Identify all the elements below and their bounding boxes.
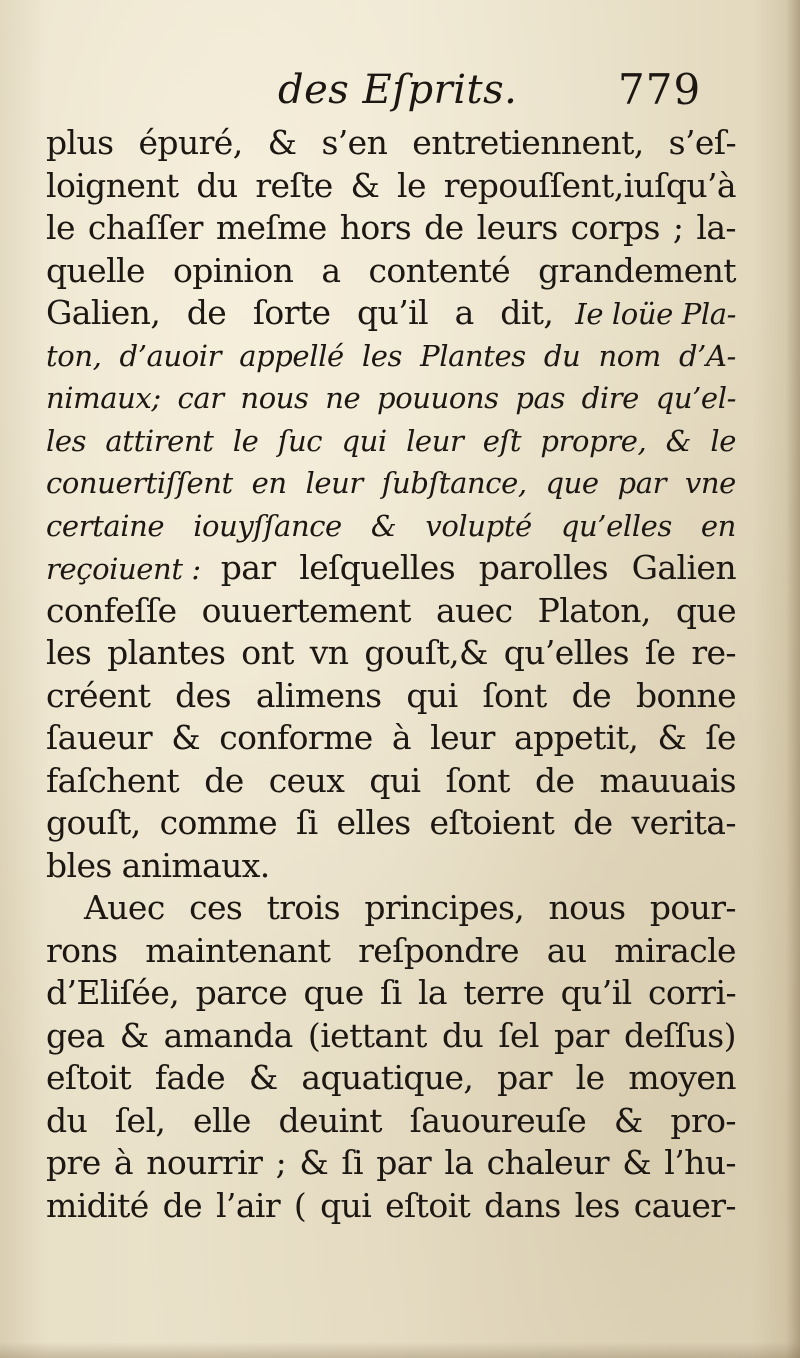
text-line: créent des alimens qui ſont de bonne <box>46 675 736 715</box>
text-line-roman-segment: Galien, de ſorte qu’il a dit, <box>46 293 554 332</box>
text-line-italic: certaine iouyſſance & volupté qu’elles en <box>46 508 736 543</box>
text-line: gouſt, comme ſi elles eſtoient de verita- <box>46 803 736 842</box>
text-line-roman-segment: par leſquelles parolles Galien <box>220 548 736 587</box>
text-line: du ſel, elle deuint ſauoureuſe & pro- <box>46 1100 736 1140</box>
text-line: pre à nourrir ; & ſi par la chaleur & l’hu- <box>46 1143 736 1182</box>
text-line-italic-segment: reçoiuent : <box>46 552 201 586</box>
text-line: midité de l’air ( qui eſtoit dans les cauer- <box>46 1185 736 1225</box>
text-line: bles animaux. <box>46 845 270 885</box>
text-line-mixed <box>46 547 736 590</box>
text-line: loignent du reſte & le repouſſent,iuſqu’à <box>46 165 736 205</box>
text-line-italic: les attirent le ſuc qui leur eſt propre, & le <box>46 423 736 458</box>
text-line: quelle opinion a contenté grandement <box>46 250 736 290</box>
running-head <box>0 62 800 118</box>
body-text <box>46 122 736 1227</box>
text-line: le chaſſer meſme hors de leurs corps ; la- <box>46 208 736 247</box>
text-line-italic: conuertiſſent en leur ſubſtance, que par vne <box>46 466 736 500</box>
text-line: ſaueur & conforme à leur appetit, & ſe <box>46 718 736 757</box>
text-line: plus épuré, & s’en entretiennent, s’eſ- <box>46 123 736 162</box>
text-line: les plantes ont vn gouſt,& qu’elles ſe re- <box>46 633 736 672</box>
page-edge-shadow <box>786 0 800 1358</box>
text-line-italic-segment: Ie loüe Pla- <box>575 297 736 331</box>
running-head-title: des Eſprits. <box>278 67 518 113</box>
text-line: gea & amanda (iettant du ſel par deſſus) <box>46 1015 736 1055</box>
page-number: 779 <box>618 65 702 114</box>
paragraph-first-line: Auec ces trois principes, nous pour- <box>84 888 736 927</box>
text-line-mixed <box>46 292 736 335</box>
text-line: confeſſe ouuertement auec Platon, que <box>46 590 736 630</box>
page-bottom-shadow <box>0 1342 800 1358</box>
text-line-italic: ton, d’auoir appellé les Plantes du nom d’A- <box>46 338 736 373</box>
text-line: faſchent de ceux qui ſont de mauuais <box>46 760 736 800</box>
text-line: d’Eliſée, parce que ſi la terre qu’il corri- <box>46 973 736 1012</box>
text-line-italic: nimaux; car nous ne pouuons pas dire qu’el- <box>46 381 736 415</box>
text-line: rons maintenant reſpondre au miracle <box>46 930 736 970</box>
text-line: eſtoit fade & aquatique, par le moyen <box>46 1058 736 1097</box>
